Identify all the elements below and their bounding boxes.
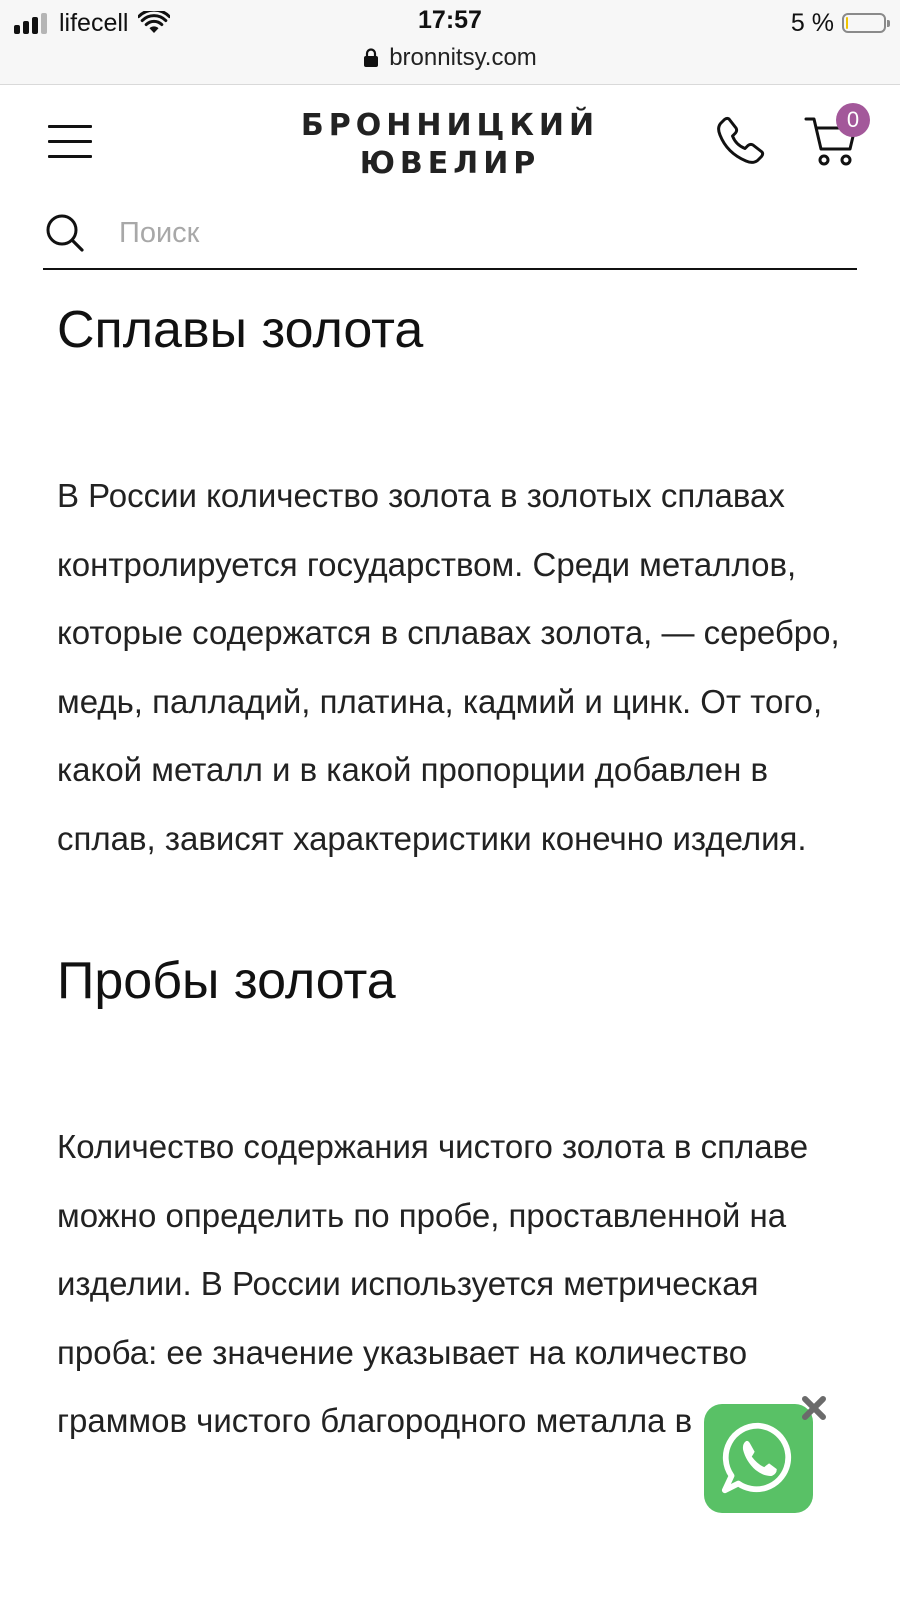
menu-icon[interactable]: [48, 125, 92, 159]
article-content: [57, 290, 857, 1456]
site-logo[interactable]: [300, 107, 600, 183]
search-bar: [43, 200, 857, 270]
whatsapp-button[interactable]: [704, 1404, 813, 1513]
status-bar: [0, 0, 900, 85]
address-bar[interactable]: [0, 42, 900, 74]
carrier-name: lifecell: [59, 8, 129, 37]
search-input[interactable]: [119, 210, 819, 256]
battery-percent: 5 %: [790, 8, 834, 37]
section-text-alloys: В России количество золота в золотых сплавах контролируется государством. Среди металлов, которые содержатся в сплавах золота, — серебро, медь, палладий, платина, кадмий и цинк. От того, какой металл и в какой пропорции добавлен в сплав, зависят характеристики конечно изделия.: [57, 477, 840, 857]
close-icon[interactable]: [800, 1394, 828, 1422]
section-text-assay: Количество содержания чистого золота в сплаве можно определить по пробе, проставленной на изделии. В России используется метрическая проба: ее значение указывает на количество граммов чистого благородного металла в: [57, 1128, 809, 1439]
status-right: [791, 8, 886, 38]
battery-icon: [842, 13, 886, 33]
cart-count-badge[interactable]: 0: [836, 103, 870, 137]
battery-fill: [846, 17, 848, 29]
logo-line-1: БРОННИЦКИЙ: [300, 108, 600, 143]
phone-icon[interactable]: [716, 115, 766, 165]
site-header: [0, 85, 900, 195]
whatsapp-icon: [720, 1420, 797, 1497]
clock: 17:57: [418, 6, 482, 34]
search-icon[interactable]: [45, 213, 85, 253]
section-title-assay: Пробы золота: [57, 952, 396, 1010]
section-title-alloys: Сплавы золота: [57, 301, 424, 359]
lock-icon: [363, 48, 379, 68]
url-text: bronnitsy.com: [389, 44, 537, 71]
logo-line-2: ЮВЕЛИР: [359, 146, 541, 181]
